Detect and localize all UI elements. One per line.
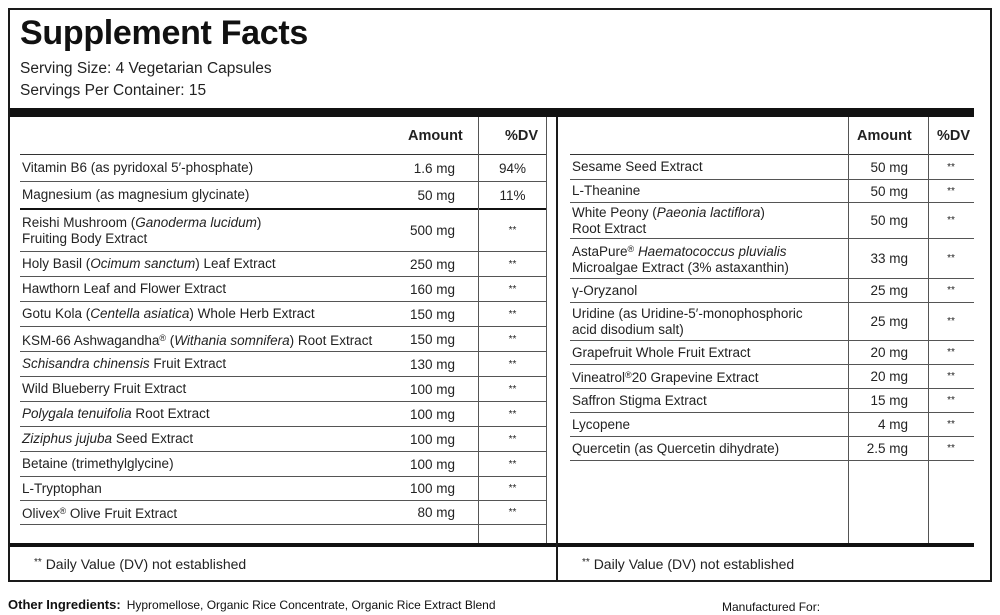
ingredient-name: KSM-66 Ashwagandha® (Withania somnifera) Root Extract: [22, 332, 373, 348]
ingredient-row: [20, 210, 546, 252]
ingredient-row: [570, 279, 974, 303]
ingredient-dv: **: [947, 161, 955, 173]
ingredient-amount: 50 mg: [417, 187, 455, 203]
ingredient-amount: 4 mg: [877, 417, 908, 432]
footnote-text: Daily Value (DV) not established: [45, 556, 247, 572]
ingredient-name: Saffron Stigma Extract: [572, 392, 707, 408]
right-amount-separator: [848, 117, 849, 543]
footnote-stars: **: [582, 557, 590, 568]
ingredient-name: Grapefruit Whole Fruit Extract: [572, 344, 751, 360]
ingredient-amount: 130 mg: [409, 356, 455, 372]
ingredient-name: Sesame Seed Extract: [572, 159, 703, 174]
dv-header: %DV: [505, 128, 539, 144]
ingredient-name: L-Theanine: [572, 183, 641, 198]
ingredient-dv: **: [947, 253, 955, 264]
ingredient-row: [570, 239, 974, 279]
ingredient-amount: 100 mg: [409, 406, 455, 422]
ingredient-dv: **: [508, 507, 517, 518]
left-amount-separator: [478, 117, 479, 543]
ingredient-row: [20, 501, 546, 525]
ingredient-name: Quercetin (as Quercetin dihydrate): [572, 440, 780, 456]
header-rule: [10, 108, 974, 117]
ingredient-row: [20, 277, 546, 302]
ingredient-row: [570, 203, 974, 239]
left-table-header: [20, 117, 546, 155]
serving-size: Serving Size: 4 Vegetarian Capsules: [20, 60, 272, 77]
ingredient-dv: **: [508, 283, 517, 295]
ingredient-row: [20, 402, 546, 427]
ingredient-name: Uridine (as Uridine-5′-monophosphoric acid disodium salt): [572, 305, 803, 337]
ingredient-name: Gotu Kola (Centella asiatica) Whole Herb Extract: [22, 306, 315, 321]
footer-rule: [10, 543, 974, 547]
ingredient-row: [20, 327, 546, 352]
manufactured-for: Manufactured For:: [722, 600, 821, 614]
ingredient-name: AstaPure® Haematococcus pluvialis Microalgae Extract (3% astaxanthin): [572, 244, 789, 275]
ingredient-row: [20, 427, 546, 452]
ingredient-row: [20, 477, 546, 501]
ingredient-name: Betaine (trimethylglycine): [22, 456, 174, 471]
ingredient-name: Vitamin B6 (as pyridoxal 5′-phosphate): [22, 160, 254, 175]
ingredient-row: [570, 365, 974, 389]
panel-title: Supplement Facts: [20, 14, 309, 52]
ingredient-dv: **: [947, 395, 955, 406]
ingredient-dv: 11%: [499, 187, 526, 203]
ingredient-name: Magnesium (as magnesium glycinate): [22, 187, 250, 202]
right-rows: [570, 155, 974, 461]
ingredient-row: [570, 413, 974, 437]
ingredient-name: Ziziphus jujuba Seed Extract: [22, 431, 194, 446]
ingredient-name: Holy Basil (Ocimum sanctum) Leaf Extract: [22, 256, 276, 271]
ingredient-amount: 50 mg: [870, 159, 908, 175]
column-divider: [556, 117, 558, 582]
ingredient-row: [20, 302, 546, 327]
ingredient-dv: **: [947, 443, 955, 454]
dv-header: %DV: [937, 128, 971, 144]
footnote-stars: **: [34, 557, 42, 568]
ingredient-dv: **: [947, 215, 955, 226]
right-ingredient-table: [570, 117, 974, 461]
ingredient-row: [20, 352, 546, 377]
ingredient-amount: 20 mg: [870, 369, 908, 384]
servings-per-container: Servings Per Container: 15: [20, 82, 207, 99]
ingredient-dv: **: [947, 419, 955, 430]
ingredient-amount: 150 mg: [409, 306, 455, 322]
ingredient-dv: **: [947, 371, 955, 382]
ingredient-row: [570, 341, 974, 365]
ingredient-amount: 20 mg: [870, 345, 908, 360]
ingredient-amount: 100 mg: [409, 381, 455, 397]
ingredient-amount: 100 mg: [409, 456, 455, 472]
ingredient-dv: **: [508, 308, 517, 320]
ingredient-name: Reishi Mushroom (Ganoderma lucidum) Fruiting Body Extract: [22, 214, 262, 246]
other-ingredients-label: Other Ingredients:: [8, 597, 121, 612]
ingredient-amount: 50 mg: [870, 183, 908, 199]
other-ingredients-text: Hypromellose, Organic Rice Concentrate, Organic Rice Extract Blend: [126, 598, 496, 612]
ingredient-amount: 33 mg: [870, 251, 908, 266]
ingredient-dv: **: [508, 433, 517, 445]
amount-header: Amount: [408, 128, 463, 144]
amount-header: Amount: [857, 128, 912, 144]
ingredient-row: [570, 155, 974, 180]
left-ingredient-table: [20, 117, 546, 525]
ingredient-dv: **: [947, 316, 955, 327]
ingredient-name: Olivex® Olive Fruit Extract: [22, 506, 178, 521]
left-footnote: [34, 556, 246, 572]
ingredient-name: γ-Oryzanol: [572, 282, 638, 298]
footnote-text: Daily Value (DV) not established: [593, 556, 795, 572]
ingredient-dv: **: [947, 347, 955, 358]
ingredient-row: [20, 452, 546, 477]
ingredient-row: [20, 155, 546, 182]
ingredient-dv: 94%: [498, 160, 527, 176]
ingredient-dv: **: [947, 185, 955, 197]
ingredient-row: [20, 377, 546, 402]
other-ingredients: [8, 597, 496, 612]
ingredient-amount: 80 mg: [417, 505, 455, 520]
ingredient-amount: 100 mg: [409, 431, 455, 447]
ingredient-amount: 250 mg: [409, 256, 455, 272]
ingredient-name: L-Tryptophan: [22, 480, 102, 496]
ingredient-row: [570, 437, 974, 461]
ingredient-name: Wild Blueberry Fruit Extract: [22, 381, 187, 396]
ingredient-amount: 2.5 mg: [866, 441, 908, 456]
ingredient-amount: 100 mg: [409, 481, 455, 496]
ingredient-amount: 15 mg: [870, 393, 908, 408]
left-rows: [20, 155, 546, 525]
ingredient-row: [20, 182, 546, 210]
right-footnote: [582, 556, 794, 572]
ingredient-dv: **: [508, 383, 517, 395]
ingredient-dv: **: [508, 258, 517, 270]
left-right-edge: [546, 117, 547, 543]
ingredient-dv: **: [947, 285, 955, 296]
ingredient-row: [570, 180, 974, 203]
ingredient-name: Polygala tenuifolia Root Extract: [22, 406, 210, 421]
ingredient-amount: 25 mg: [870, 283, 908, 298]
ingredient-name: Vineatrol®20 Grapevine Extract: [572, 370, 759, 385]
ingredient-amount: 25 mg: [870, 314, 908, 329]
ingredient-name: Hawthorn Leaf and Flower Extract: [22, 281, 227, 296]
ingredient-name: Lycopene: [572, 416, 631, 432]
ingredient-dv: **: [508, 333, 517, 345]
ingredient-name: Schisandra chinensis Fruit Extract: [22, 356, 227, 371]
right-table-header: [570, 117, 974, 155]
ingredient-dv: **: [508, 358, 517, 370]
ingredient-amount: 1.6 mg: [413, 160, 455, 176]
ingredient-amount: 150 mg: [409, 331, 455, 347]
ingredient-dv: **: [508, 225, 517, 236]
right-dv-separator: [928, 117, 929, 543]
ingredient-dv: **: [508, 408, 517, 420]
ingredient-dv: **: [508, 458, 517, 470]
ingredient-amount: 500 mg: [409, 223, 455, 238]
ingredient-row: [20, 252, 546, 277]
ingredient-amount: 160 mg: [409, 281, 455, 297]
ingredient-row: [570, 303, 974, 341]
ingredient-name: White Peony (Paeonia lactiflora) Root Extract: [572, 204, 765, 236]
ingredient-row: [570, 389, 974, 413]
ingredient-dv: **: [508, 483, 517, 494]
ingredient-amount: 50 mg: [870, 213, 908, 228]
